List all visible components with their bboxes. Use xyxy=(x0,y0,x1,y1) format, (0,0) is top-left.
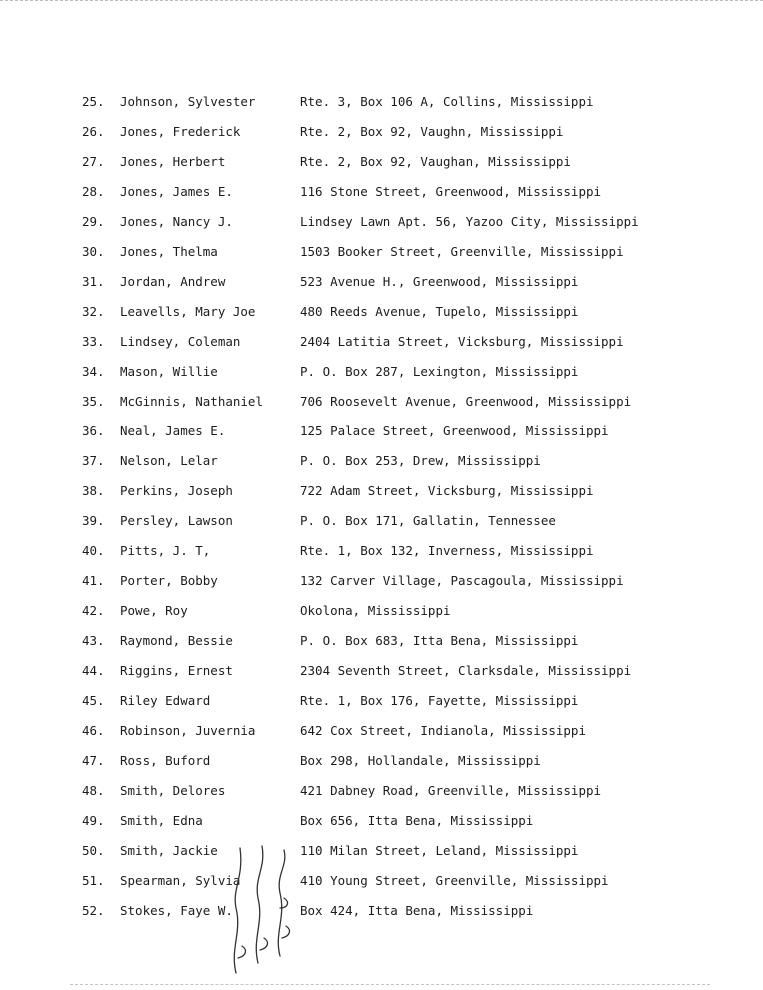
entry-name: Smith, Jackie xyxy=(120,842,218,858)
entry-number: 34. xyxy=(82,363,105,379)
entry-address: 2304 Seventh Street, Clarksdale, Mississippi xyxy=(300,663,632,679)
entry-number: 38. xyxy=(82,483,105,499)
list-item xyxy=(0,809,763,833)
entry-number: 51. xyxy=(82,872,105,888)
entry-name: Jones, Frederick xyxy=(120,123,241,139)
list-item xyxy=(0,270,763,294)
entry-number: 43. xyxy=(82,633,105,649)
entry-address: 421 Dabney Road, Greenville, Mississippi xyxy=(300,782,602,798)
list-item xyxy=(0,749,763,773)
list-item xyxy=(0,390,763,414)
entry-address: Okolona, Mississippi xyxy=(300,603,451,619)
entry-name: Stokes, Faye W. xyxy=(120,902,233,918)
list-item xyxy=(0,599,763,623)
entry-name: Spearman, Sylvia xyxy=(120,872,241,888)
entry-number: 37. xyxy=(82,453,105,469)
entry-address: Rte. 3, Box 106 A, Collins, Mississippi xyxy=(300,94,594,109)
entry-name: Lindsey, Coleman xyxy=(120,333,241,349)
entry-name: Neal, James E. xyxy=(120,423,226,439)
entry-number: 29. xyxy=(82,213,105,229)
entry-address: 110 Milan Street, Leland, Mississippi xyxy=(300,842,579,858)
list-item xyxy=(0,210,763,234)
entry-name: Jones, Thelma xyxy=(120,243,218,259)
entry-address: Lindsey Lawn Apt. 56, Yazoo City, Mississippi xyxy=(300,213,639,229)
entry-number: 31. xyxy=(82,273,105,289)
list-item xyxy=(0,150,763,174)
entry-number: 49. xyxy=(82,812,105,828)
entry-address: Rte. 2, Box 92, Vaughn, Mississippi xyxy=(300,123,564,139)
entry-name: Robinson, Juvernia xyxy=(120,722,256,738)
entry-address: 480 Reeds Avenue, Tupelo, Mississippi xyxy=(300,303,579,319)
entry-number: 35. xyxy=(82,393,105,409)
entry-address: P. O. Box 287, Lexington, Mississippi xyxy=(300,363,579,379)
entry-address: Box 298, Hollandale, Mississippi xyxy=(300,752,541,768)
entry-name: Pitts, J. T, xyxy=(120,543,211,559)
list-item xyxy=(0,779,763,803)
list-item xyxy=(0,120,763,144)
entry-name: Smith, Edna xyxy=(120,812,203,828)
entry-address: 410 Young Street, Greenville, Mississippi xyxy=(300,872,609,888)
entry-name: Mason, Willie xyxy=(120,363,218,379)
entry-address: Box 656, Itta Bena, Mississippi xyxy=(300,812,534,828)
entry-number: 27. xyxy=(82,153,105,169)
list-item xyxy=(0,569,763,593)
entry-address: Rte. 1, Box 132, Inverness, Mississippi xyxy=(300,543,594,559)
entry-name: Jones, Nancy J. xyxy=(120,213,233,229)
entry-number: 33. xyxy=(82,333,105,349)
scan-edge-top xyxy=(0,0,763,4)
entry-number: 41. xyxy=(82,573,105,589)
list-item xyxy=(0,300,763,324)
entry-address: P. O. Box 253, Drew, Mississippi xyxy=(300,453,541,469)
entry-address: 1503 Booker Street, Greenville, Mississippi xyxy=(300,243,624,259)
list-item xyxy=(0,629,763,653)
entry-number: 44. xyxy=(82,663,105,679)
list-item xyxy=(0,449,763,473)
entry-address: 523 Avenue H., Greenwood, Mississippi xyxy=(300,273,579,289)
entry-name: McGinnis, Nathaniel xyxy=(120,393,263,409)
entry-name: Persley, Lawson xyxy=(120,513,233,529)
entry-name: Leavells, Mary Joe xyxy=(120,303,256,319)
entry-name: Riggins, Ernest xyxy=(120,663,233,679)
entry-name: Smith, Delores xyxy=(120,782,226,798)
handwritten-annotation xyxy=(218,838,298,978)
entry-name: Jones, Herbert xyxy=(120,153,226,169)
entry-address: 132 Carver Village, Pascagoula, Mississippi xyxy=(300,573,624,589)
list-item xyxy=(0,90,763,114)
entry-number: 39. xyxy=(82,513,105,529)
entry-number: 30. xyxy=(82,243,105,259)
entry-number: 25. xyxy=(82,94,105,109)
scan-edge-bottom xyxy=(70,984,710,987)
entry-name: Ross, Buford xyxy=(120,752,211,768)
entry-address: 642 Cox Street, Indianola, Mississippi xyxy=(300,722,586,738)
list-item xyxy=(0,180,763,204)
entry-name: Raymond, Bessie xyxy=(120,633,233,649)
entry-address: P. O. Box 683, Itta Bena, Mississippi xyxy=(300,633,579,649)
entry-name: Riley Edward xyxy=(120,693,211,708)
list-item xyxy=(0,899,763,923)
entry-name: Perkins, Joseph xyxy=(120,483,233,499)
entry-number: 28. xyxy=(82,183,105,199)
list-item xyxy=(0,509,763,533)
list-item xyxy=(0,869,763,893)
list-item xyxy=(0,689,763,713)
entry-name: Jones, James E. xyxy=(120,183,233,199)
list-item xyxy=(0,479,763,503)
entry-name: Porter, Bobby xyxy=(120,573,218,589)
list-item xyxy=(0,360,763,384)
list-item xyxy=(0,719,763,743)
entry-number: 40. xyxy=(82,543,105,559)
entry-address: P. O. Box 171, Gallatin, Tennessee xyxy=(300,513,556,529)
entry-address: 722 Adam Street, Vicksburg, Mississippi xyxy=(300,483,594,499)
entry-number: 42. xyxy=(82,603,105,619)
entry-name: Johnson, Sylvester xyxy=(120,94,256,109)
entry-number: 45. xyxy=(82,693,105,708)
entry-address: Box 424, Itta Bena, Mississippi xyxy=(300,902,534,918)
entry-name: Powe, Roy xyxy=(120,603,188,619)
entry-number: 48. xyxy=(82,782,105,798)
entry-address: Rte. 1, Box 176, Fayette, Mississippi xyxy=(300,693,579,708)
entry-number: 36. xyxy=(82,423,105,439)
entry-name: Jordan, Andrew xyxy=(120,273,226,289)
list-item xyxy=(0,839,763,863)
list-item xyxy=(0,330,763,354)
entry-name: Nelson, Lelar xyxy=(120,453,218,469)
entry-number: 26. xyxy=(82,123,105,139)
entry-number: 50. xyxy=(82,842,105,858)
list-item xyxy=(0,539,763,563)
list-item xyxy=(0,240,763,264)
entry-number: 46. xyxy=(82,722,105,738)
list-item xyxy=(0,659,763,683)
entry-address: 125 Palace Street, Greenwood, Mississippi xyxy=(300,423,609,439)
entry-number: 32. xyxy=(82,303,105,319)
entry-address: 706 Roosevelt Avenue, Greenwood, Mississippi xyxy=(300,393,632,409)
entry-number: 52. xyxy=(82,902,105,918)
list-item xyxy=(0,419,763,443)
entry-number: 47. xyxy=(82,752,105,768)
entry-address: 116 Stone Street, Greenwood, Mississippi xyxy=(300,183,602,199)
entry-address: Rte. 2, Box 92, Vaughan, Mississippi xyxy=(300,153,571,169)
entry-address: 2404 Latitia Street, Vicksburg, Mississippi xyxy=(300,333,624,349)
